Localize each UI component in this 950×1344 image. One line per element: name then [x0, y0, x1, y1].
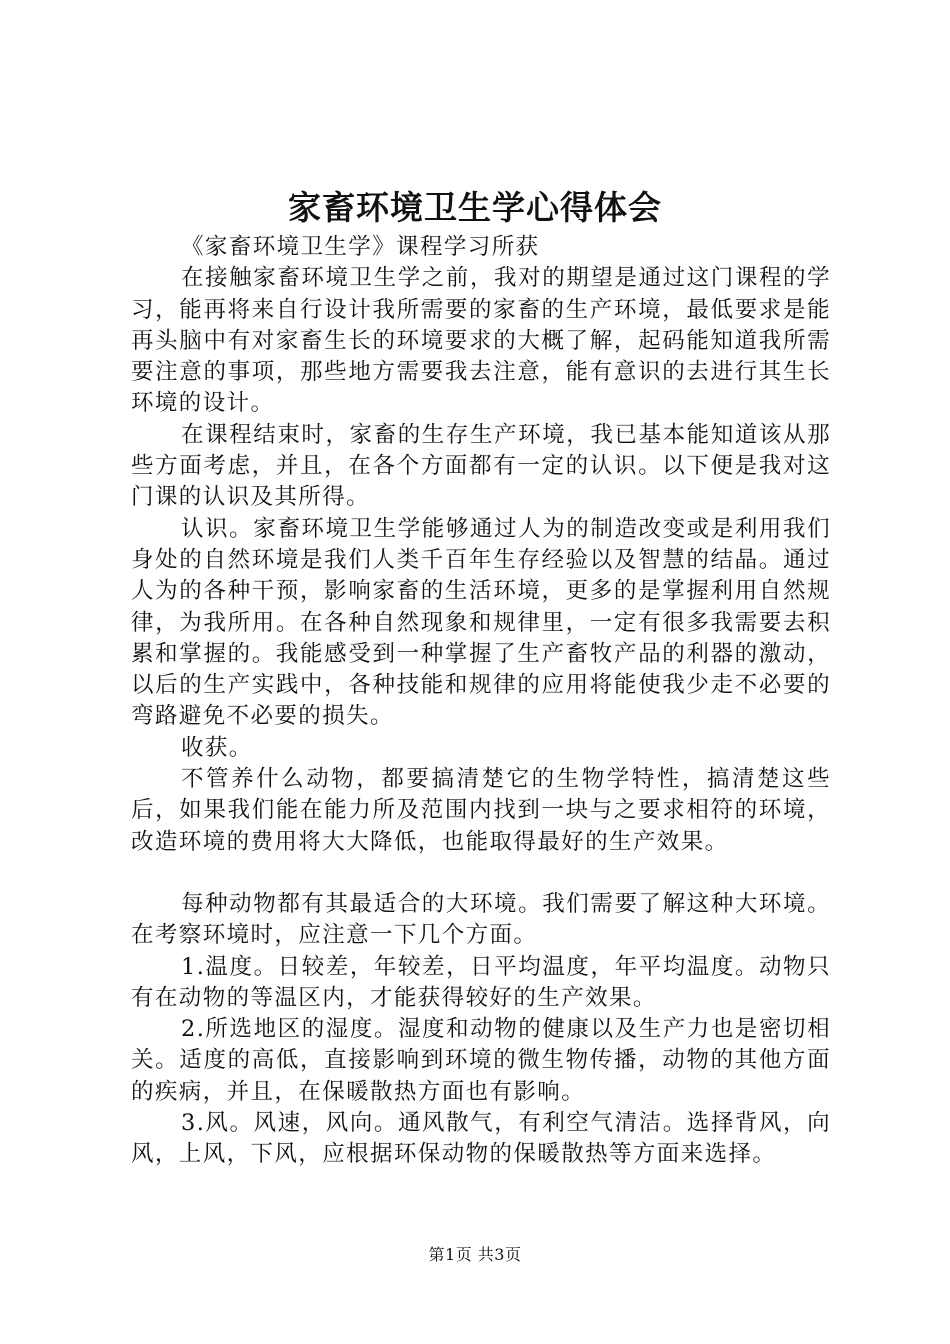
paragraph-expectation: 在接触家畜环境卫生学之前，我对的期望是通过这门课程的学习，能再将来自行设计我所需要的家畜的生产环境，最低要求是能再头脑中有对家畜生长的环境要求的大概了解，起码能知道我所需要注意的事项，那些地方需要我去注意，能有意识的去进行其生长环境的设计。	[131, 265, 831, 417]
paragraph-understanding: 认识。家畜环境卫生学能够通过人为的制造改变或是利用我们身处的自然环境是我们人类千百年生存经验以及智慧的结晶。通过人为的各种干预，影响家畜的生活环境，更多的是掌握利用自然规律，为我所用。在各种自然现象和规律里，一定有很多我需要去积累和掌握的。我能感受到一种掌握了生产畜牧产品的利器的激动，以后的生产实践中，各种技能和规律的应用将能使我少走不必要的弯路避免不必要的损失。	[131, 515, 831, 730]
paragraph-gains-heading: 收获。	[181, 734, 253, 761]
paragraph-subtitle: 《家畜环境卫生学》课程学习所获	[181, 234, 540, 260]
paragraph-temperature: 1.温度。日较差，年较差，日平均温度，年平均温度。动物只有在动物的等温区内，才能获得较好的生产效果。	[131, 953, 831, 1011]
paragraph-course-end: 在课程结束时，家畜的生存生产环境，我已基本能知道该从那些方面考虑，并且，在各个方面都有一定的认识。以下便是我对这门课的认识及其所得。	[131, 421, 831, 511]
paragraph-environment: 每种动物都有其最适合的大环境。我们需要了解这种大环境。在考察环境时，应注意一下几个方面。	[131, 890, 831, 949]
blank-line	[131, 858, 831, 889]
paragraph-humidity: 2.所选地区的湿度。湿度和动物的健康以及生产力也是密切相关。适度的高低，直接影响到环境的微生物传播，动物的其他方面的疾病，并且，在保暖散热方面也有影响。	[131, 1016, 831, 1105]
paragraph-biology: 不管养什么动物，都要搞清楚它的生物学特性，搞清楚这些后，如果我们能在能力所及范围内找到一块与之要求相符的环境，改造环境的费用将大大降低，也能取得最好的生产效果。	[131, 766, 831, 855]
page-number-footer: 第1页 共3页	[428, 1245, 522, 1264]
paragraph-wind: 3.风。风速，风向。通风散气，有利空气清洁。选择背风，向风，上风，下风，应根据环保动物的保暖散热等方面来选择。	[131, 1110, 831, 1168]
document-body	[131, 232, 831, 1171]
document-title: 家畜环境卫生学心得体会	[288, 188, 662, 227]
